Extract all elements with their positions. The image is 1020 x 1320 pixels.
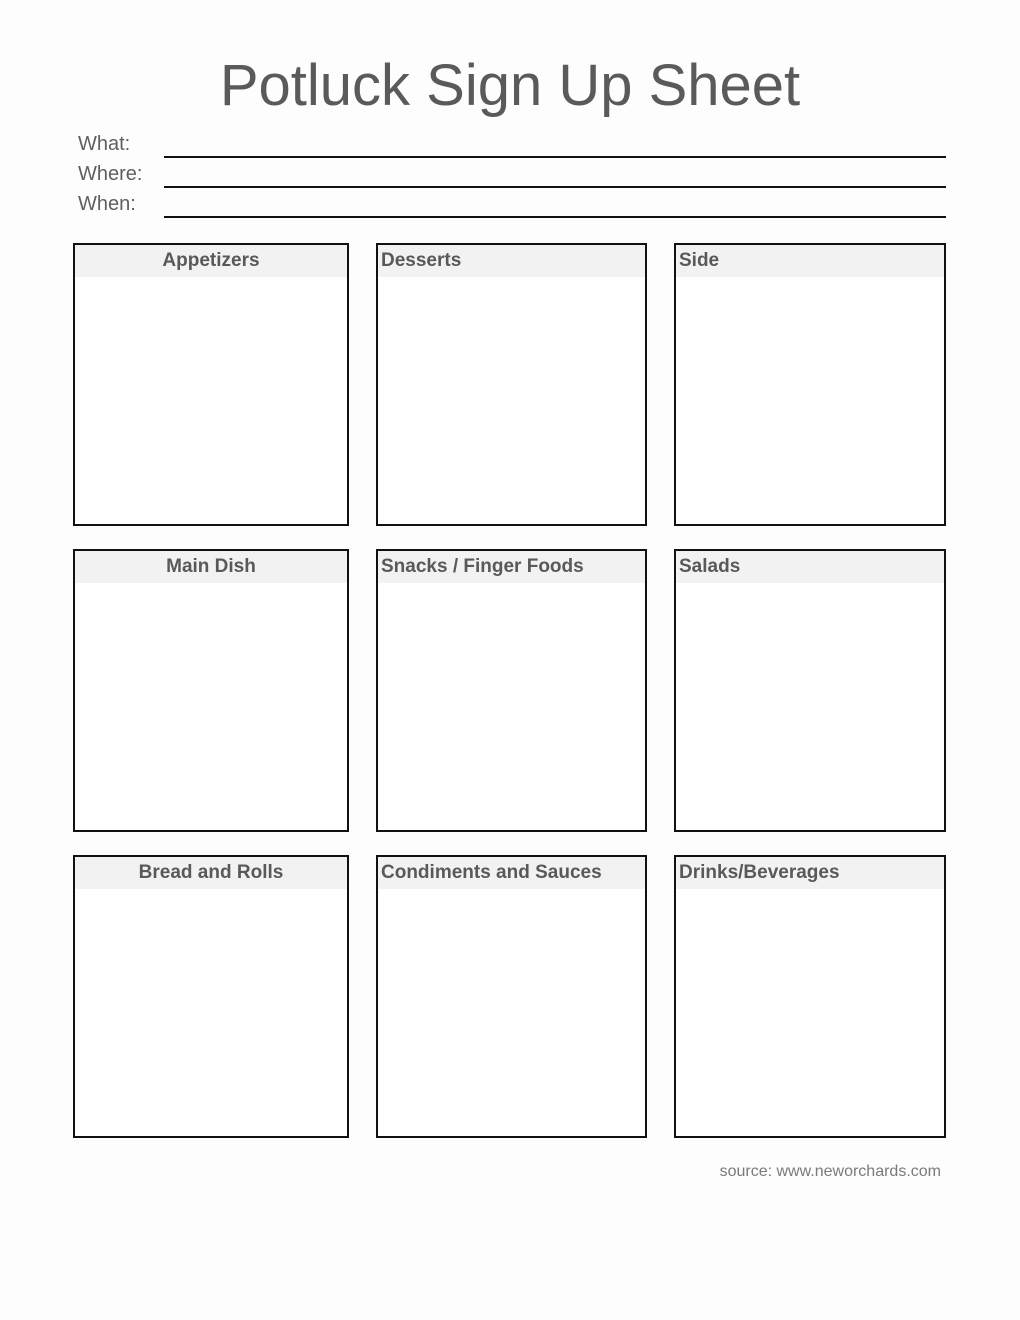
- when-field: [78, 188, 946, 218]
- section-salads[interactable]: [674, 549, 946, 832]
- page-title: Potluck Sign Up Sheet: [219, 53, 801, 118]
- what-label: What:: [78, 133, 131, 155]
- section-condiments-and-sauces[interactable]: [376, 855, 647, 1138]
- section-appetizers[interactable]: [73, 243, 349, 526]
- section-header-desserts: Desserts: [378, 245, 645, 277]
- source-credit: source: www.neworchards.com: [719, 1163, 941, 1180]
- section-header-snacks-finger-foods: Snacks / Finger Foods: [378, 551, 645, 583]
- section-bread-and-rolls[interactable]: [73, 855, 349, 1138]
- section-header-appetizers: Appetizers: [75, 245, 347, 277]
- where-field: [78, 158, 946, 188]
- section-desserts[interactable]: [376, 243, 647, 526]
- where-label: Where:: [78, 163, 143, 185]
- section-side[interactable]: [674, 243, 946, 526]
- section-drinks-beverages[interactable]: [674, 855, 946, 1138]
- section-header-side: Side: [676, 245, 944, 277]
- when-input-line[interactable]: [164, 216, 946, 218]
- section-header-condiments-and-sauces: Condiments and Sauces: [378, 857, 645, 889]
- when-label: When:: [78, 193, 136, 215]
- section-header-drinks-beverages: Drinks/Beverages: [676, 857, 944, 889]
- section-header-bread-and-rolls: Bread and Rolls: [75, 857, 347, 889]
- section-header-salads: Salads: [676, 551, 944, 583]
- section-header-main-dish: Main Dish: [75, 551, 347, 583]
- section-snacks-finger-foods[interactable]: [376, 549, 647, 832]
- what-field: [78, 128, 946, 158]
- section-main-dish[interactable]: [73, 549, 349, 832]
